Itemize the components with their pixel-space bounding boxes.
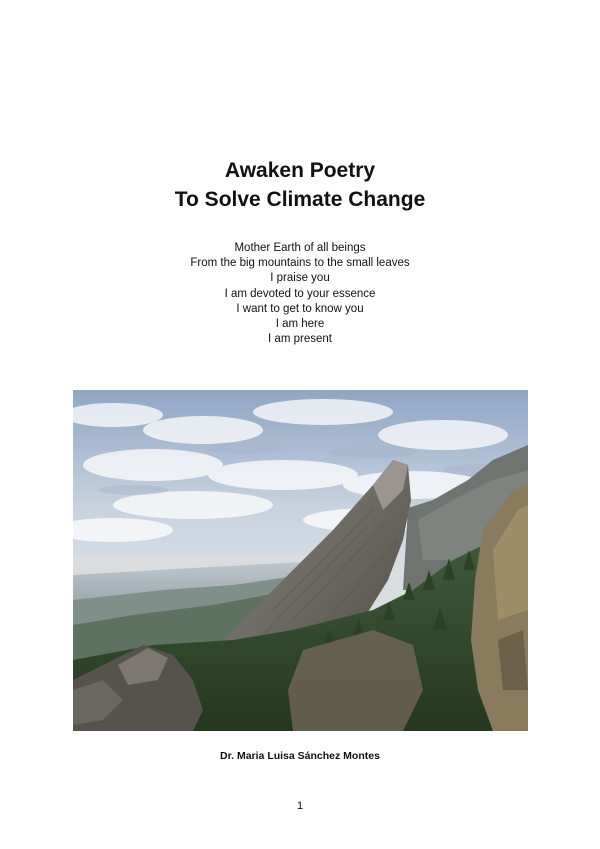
page-number: 1: [296, 800, 304, 812]
poem-line: Mother Earth of all beings: [234, 242, 366, 254]
author-name: Dr. Maria Luisa Sánchez Montes: [220, 750, 380, 762]
poem: [0, 241, 600, 347]
document-title-line-1: Awaken Poetry: [224, 159, 376, 182]
document-title-line-2: To Solve Climate Change: [174, 188, 426, 211]
poem-line: I am present: [268, 333, 332, 346]
poem-line: I want to get to know you: [236, 302, 364, 315]
poem-line: I praise you: [270, 272, 330, 285]
mountain-landscape-photo: [73, 390, 528, 731]
poem-line: From the big mountains to the small leaves: [190, 257, 410, 270]
poem-line: I am devoted to your essence: [224, 287, 376, 300]
poem-line: I am here: [275, 318, 325, 331]
